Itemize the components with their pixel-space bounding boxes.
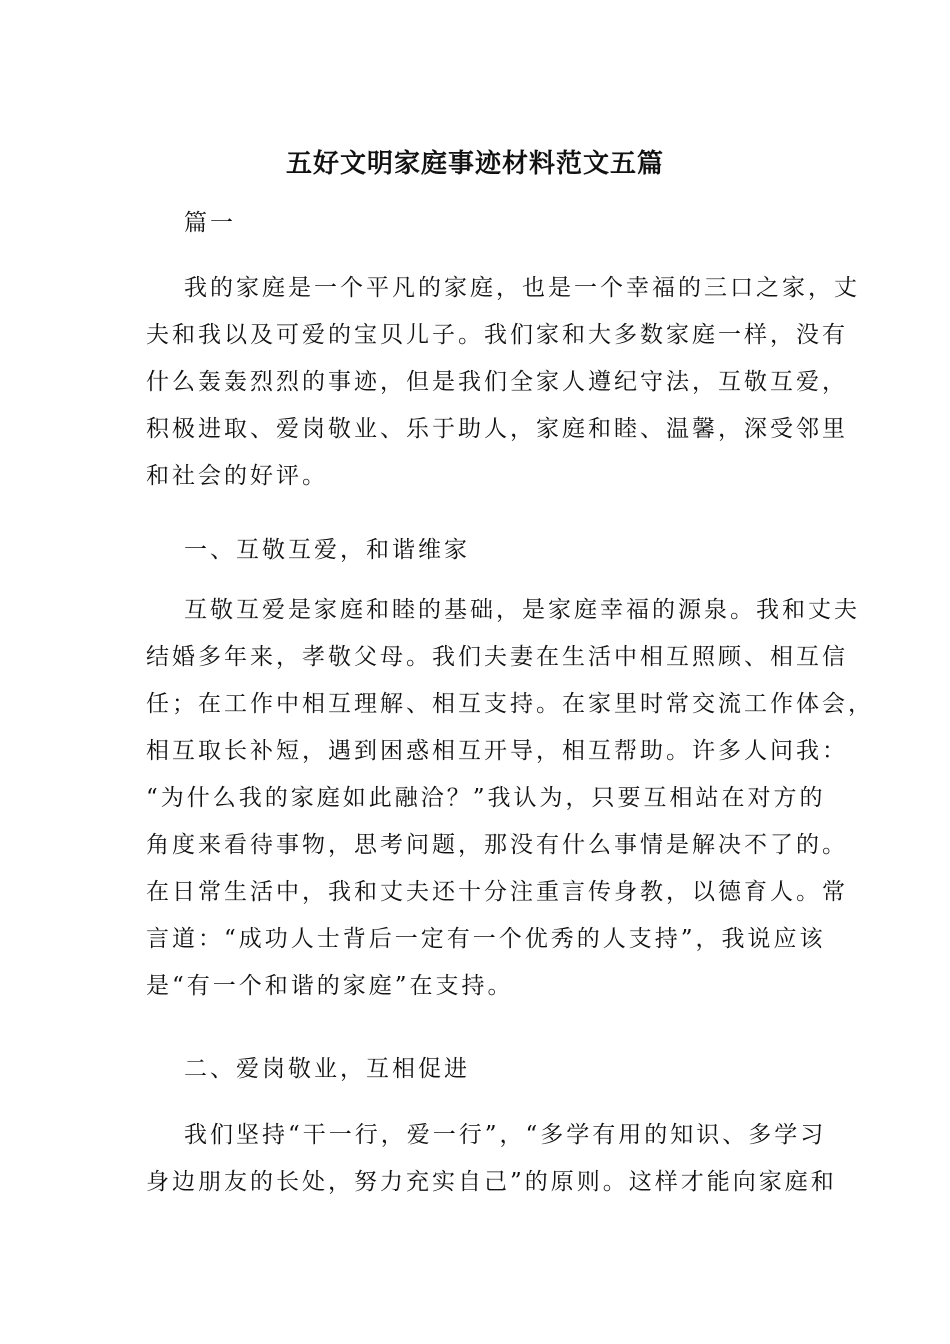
section-1-paragraph [146, 587, 874, 1010]
intro-paragraph [146, 265, 860, 500]
paragraph-line: 角度来看待事物，思考问题，那没有什么事情是解决不了的。 [146, 832, 848, 858]
section-heading: 二、爱岗敬业，互相促进 [184, 1056, 470, 1082]
paragraph-line: 积极进取、爱岗敬业、乐于助人，家庭和睦、温馨，深受邻里 [146, 416, 848, 442]
section-heading: 一、互敬互爱，和谐维家 [184, 537, 470, 563]
paragraph-line: 我的家庭是一个平凡的家庭，也是一个幸福的三口之家，丈 [184, 275, 860, 301]
paragraph-line: 我们坚持“干一行，爱一行”，“多学有用的知识、多学习 [184, 1122, 827, 1148]
section-2-paragraph [146, 1112, 837, 1206]
paragraph-line: 言道：“成功人士背后一定有一个优秀的人支持”，我说应该 [146, 926, 826, 952]
paragraph-line: 夫和我以及可爱的宝贝儿子。我们家和大多数家庭一样，没有 [146, 322, 848, 348]
paragraph-line: 任；在工作中相互理解、相互支持。在家里时常交流工作体会， [146, 691, 874, 717]
paragraph-line: 互敬互爱是家庭和睦的基础，是家庭幸福的源泉。我和丈夫 [184, 597, 860, 623]
paragraph-line: 身边朋友的长处，努力充实自己”的原则。这样才能向家庭和 [146, 1169, 837, 1195]
part-label: 篇一 [184, 210, 236, 236]
paragraph-line: 什么轰轰烈烈的事迹，但是我们全家人遵纪守法，互敬互爱， [146, 369, 848, 395]
paragraph-line: 和社会的好评。 [146, 463, 328, 489]
part-label-block [146, 200, 808, 247]
section-heading-2-block [146, 1046, 808, 1093]
paragraph-line: “为什么我的家庭如此融洽？”我认为，只要互相站在对方的 [146, 785, 826, 811]
paragraph-line: 相互取长补短，遇到困惑相互开导，相互帮助。许多人问我： [146, 738, 848, 764]
section-heading-1-block [146, 527, 808, 574]
document-title: 五好文明家庭事迹材料范文五篇 [285, 149, 664, 179]
paragraph-line: 结婚多年来，孝敬父母。我们夫妻在生活中相互照顾、相互信 [146, 644, 848, 670]
paragraph-line: 是“有一个和谐的家庭”在支持。 [146, 973, 514, 999]
paragraph-line: 在日常生活中，我和丈夫还十分注重言传身教，以德育人。常 [146, 879, 848, 905]
